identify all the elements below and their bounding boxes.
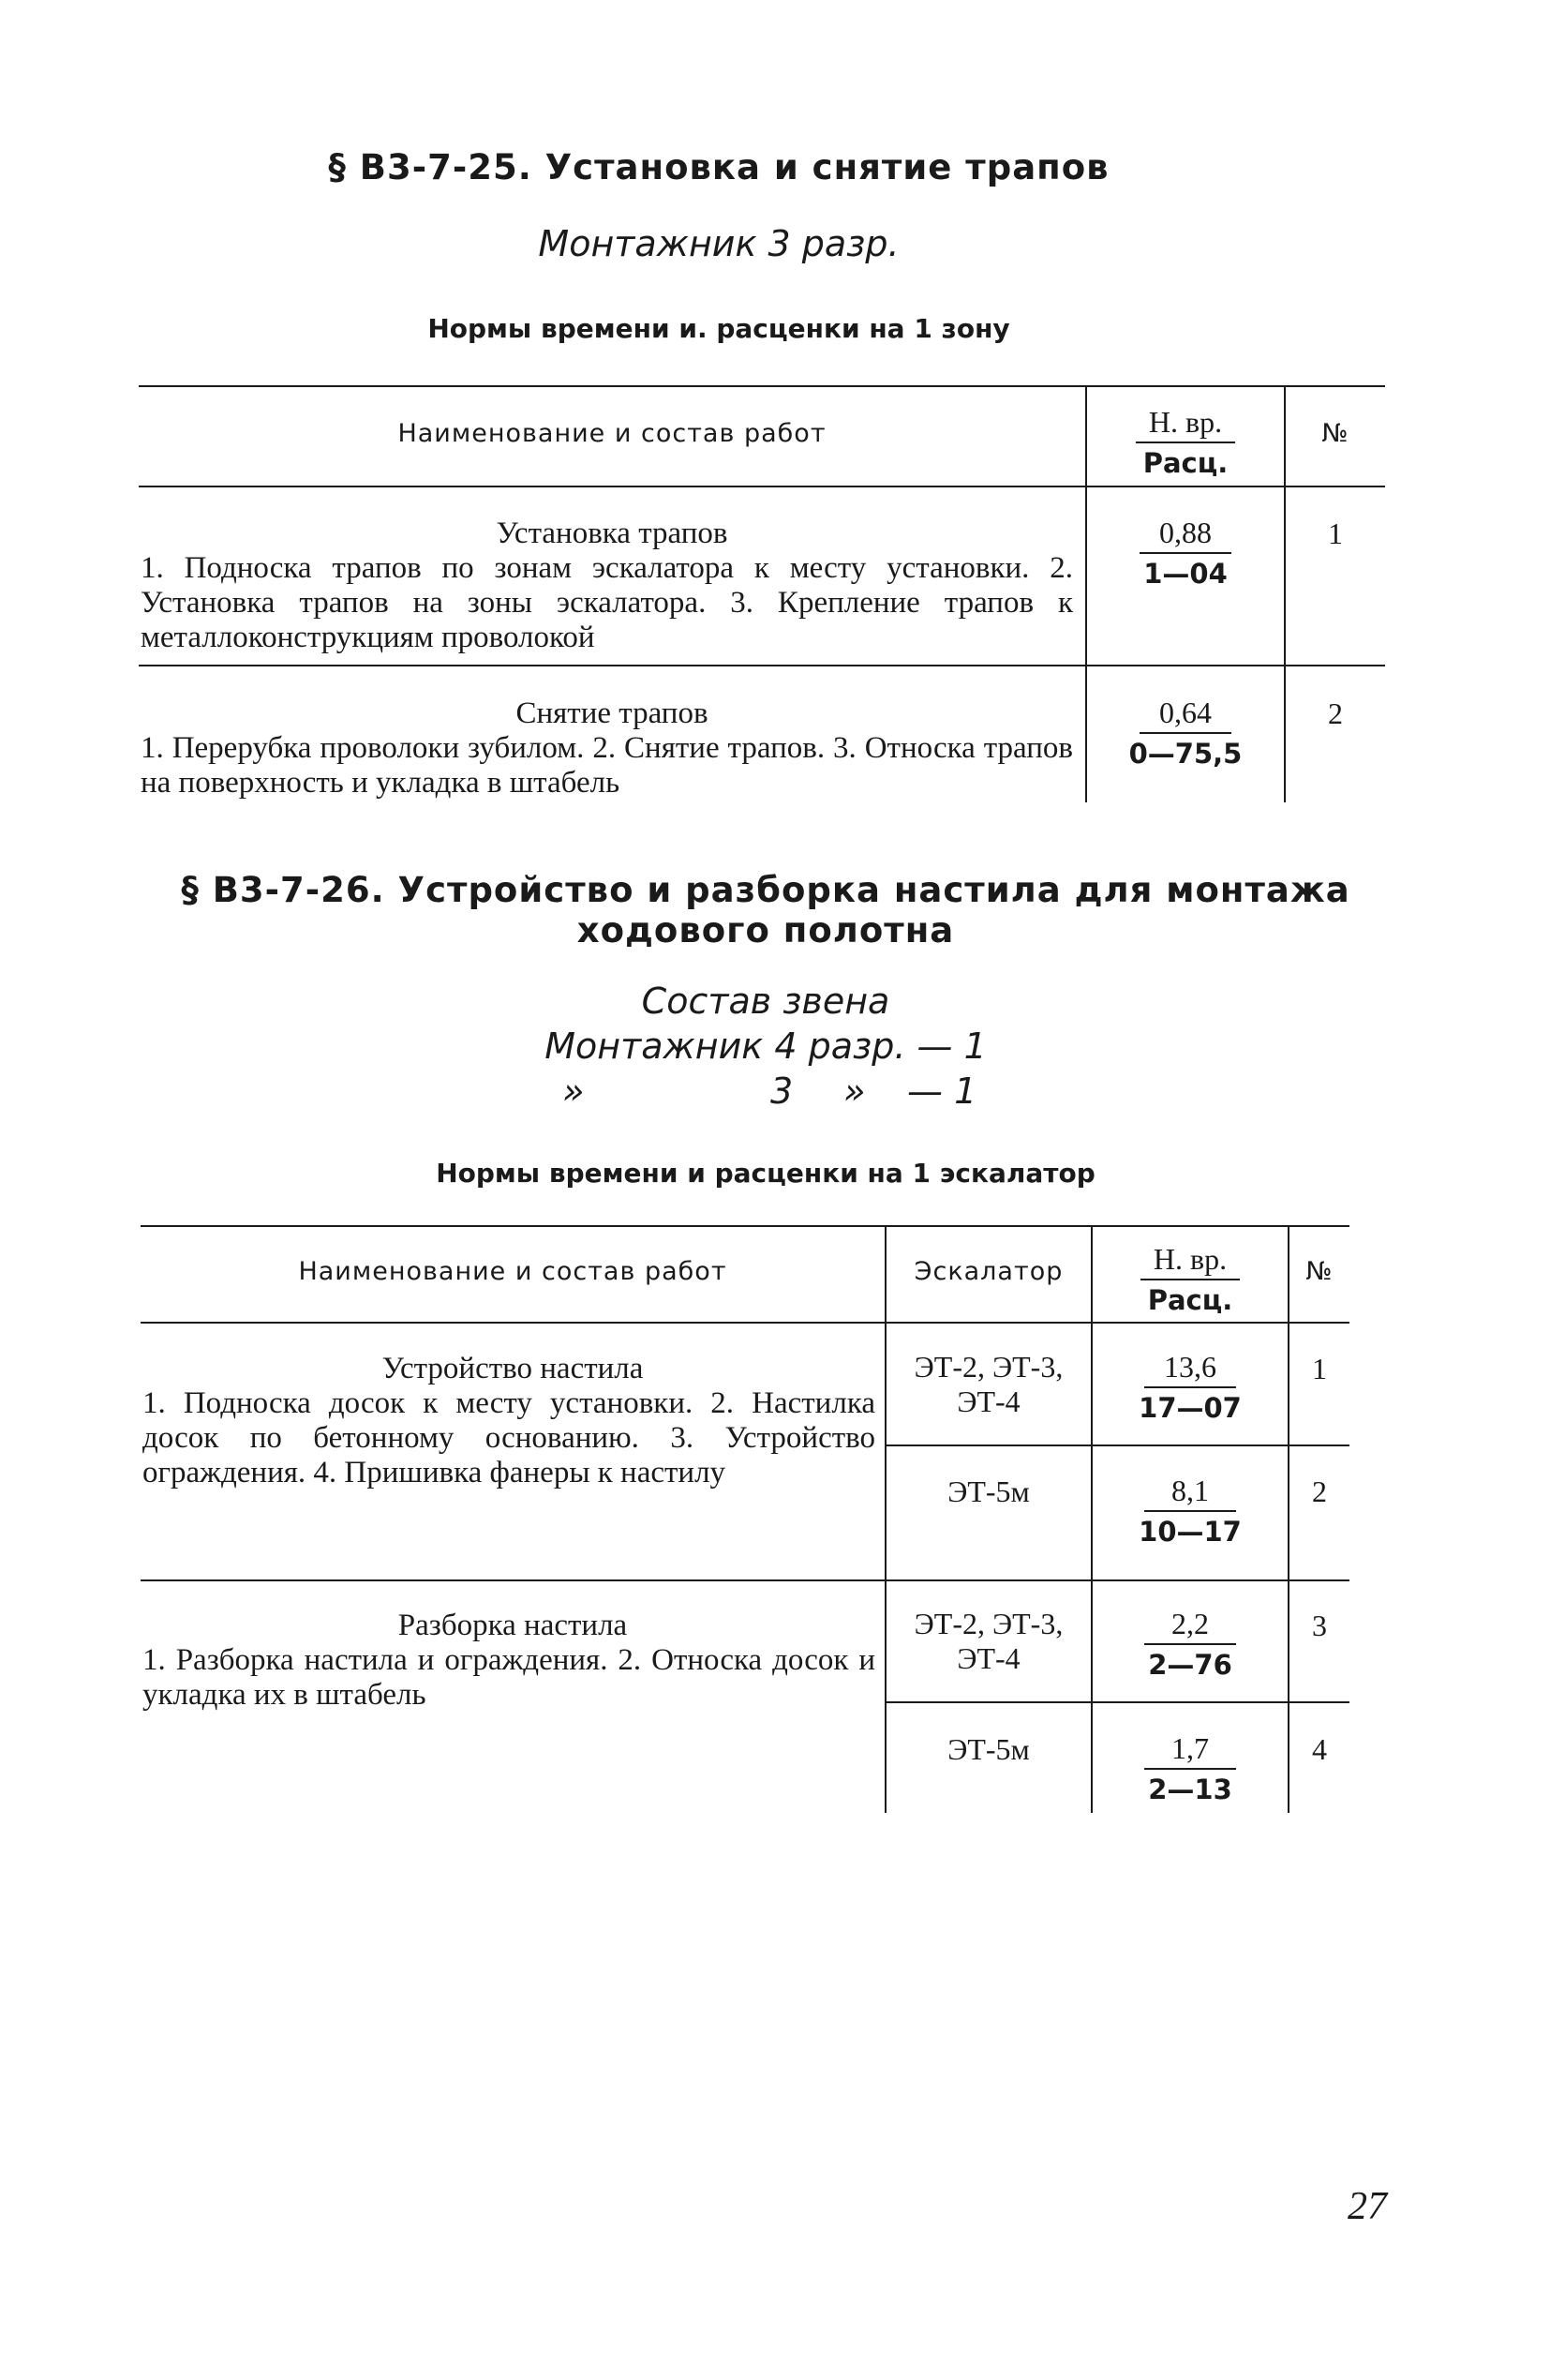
table2-row4-escalator: ЭТ-5м [947, 1732, 1030, 1766]
table2-col-rule [885, 1225, 887, 1813]
table2-row1-no: 1 [1312, 1352, 1327, 1385]
table2-group2-desc: 1. Разборка настила и ограждения. 2. Относка досок и укладка их в штабель [142, 1643, 875, 1712]
table2-header-rule [141, 1322, 1349, 1324]
table2-row1-values [1093, 1350, 1288, 1424]
table2-col-rule [1288, 1225, 1289, 1813]
table1-row1-no: 1 [1328, 516, 1343, 550]
crew-line2-ditto2: » [843, 1070, 866, 1112]
table2-group1-desc: 1. Подноска досок к месту установки. 2. Настилка досок по бетонному основанию. 3. Устройство ограждения. 4. Пришивка фанеры к настилу [142, 1386, 875, 1489]
table1-header-nvr: Н. вр. [1136, 405, 1235, 443]
table2-sub-rule [887, 1444, 1349, 1446]
table1-row-rule [139, 665, 1385, 666]
crew-line2 [0, 1070, 1550, 1114]
table2-row2-escalator: ЭТ-5м [947, 1474, 1030, 1508]
table2-row2-rasc: 10—17 [1139, 1516, 1242, 1548]
table1-row2-title: Снятие трапов [515, 696, 708, 730]
table1-header-name: Наименование и состав работ [397, 419, 827, 448]
table2-header-nvr: Н. вр. [1140, 1242, 1240, 1280]
table2-row3-rasc: 2—76 [1148, 1649, 1232, 1681]
table2-header-rasc: Расц. [1147, 1284, 1233, 1316]
table1-row1-values [1087, 516, 1284, 590]
table1-row2-rasc: 0—75,5 [1128, 738, 1243, 770]
table2-row1-rasc: 17—07 [1139, 1392, 1242, 1424]
table2-row3-no: 3 [1312, 1609, 1327, 1642]
table2-row4-no: 4 [1312, 1732, 1327, 1766]
table2-row2-values [1093, 1474, 1288, 1548]
table1-row2-nvr: 0,64 [1140, 696, 1231, 734]
page-number: 27 [1348, 2185, 1387, 2228]
crew-line2-ditto1: » [562, 1070, 585, 1112]
section1-worker: Монтажник 3 разр. [538, 223, 900, 264]
table2-group1-title: Устройство настила [381, 1352, 644, 1385]
table1-header-nvr-rasc [1087, 405, 1284, 479]
table1-header-no: № [1321, 419, 1349, 448]
table1-row2-no: 2 [1328, 696, 1343, 730]
table1-row1-rasc: 1—04 [1143, 558, 1228, 590]
table1-row1-nvr: 0,88 [1140, 516, 1231, 554]
table2-header-nvr-rasc [1093, 1242, 1288, 1316]
crew-heading: Состав звена [641, 980, 890, 1022]
table2-row1-nvr: 13,6 [1144, 1350, 1236, 1388]
section1-norms-title: Нормы времени и. расценки на 1 зону [427, 313, 1010, 344]
table2-header-name: Наименование и состав работ [298, 1257, 727, 1286]
crew-line2-count: — 1 [907, 1070, 977, 1112]
table2-row3-nvr: 2,2 [1144, 1607, 1236, 1645]
section2-title-line2: ходового полотна [576, 910, 955, 951]
table1-row2-values [1087, 696, 1284, 770]
table1-header-rasc: Расц. [1142, 447, 1229, 479]
table2-header-escalator: Эскалатор [914, 1257, 1064, 1286]
table1-row1-desc: 1. Подноска трапов по зонам эскалатора к месту установки. 2. Установка трапов на зоны эскалатора. 3. Крепление трапов к металлоконструкциям проволокой [141, 551, 1073, 654]
table2-top-rule [141, 1225, 1349, 1227]
section2-title-line1: § В3-7-26. Устройство и разборка настила для монтажа [181, 870, 1350, 910]
table2-row4-nvr: 1,7 [1144, 1731, 1236, 1770]
table2-row3-values [1093, 1607, 1288, 1681]
table2-row4-rasc: 2—13 [1148, 1774, 1232, 1805]
table2-header-no: № [1305, 1257, 1334, 1286]
section2-norms-title: Нормы времени и расценки на 1 эскалатор [436, 1158, 1095, 1189]
table2-sub-rule [887, 1701, 1349, 1703]
table2-row4-values [1093, 1731, 1288, 1805]
crew-line1: Монтажник 4 разр. — 1 [544, 1025, 987, 1067]
table2-row2-no: 2 [1312, 1474, 1327, 1508]
crew-line2-grade: 3 [770, 1070, 794, 1112]
table2-group-rule [141, 1579, 1349, 1581]
table1-top-rule [139, 385, 1385, 387]
table2-row2-nvr: 8,1 [1144, 1474, 1236, 1512]
table2-row3-escalator: ЭТ-2, ЭТ-3, ЭТ-4 [914, 1607, 1064, 1675]
table2-row1-escalator: ЭТ-2, ЭТ-3, ЭТ-4 [914, 1350, 1064, 1418]
section1-title: § В3-7-25. Установка и снятие трапов [328, 147, 1110, 187]
table1-row2-desc: 1. Перерубка проволоки зубилом. 2. Снятие трапов. 3. Относка трапов на поверхность и укладка в штабель [141, 731, 1073, 800]
table2-group2-title: Разборка настила [397, 1609, 628, 1642]
table1-row1-title: Установка трапов [496, 516, 728, 550]
table1-header-rule [139, 486, 1385, 487]
